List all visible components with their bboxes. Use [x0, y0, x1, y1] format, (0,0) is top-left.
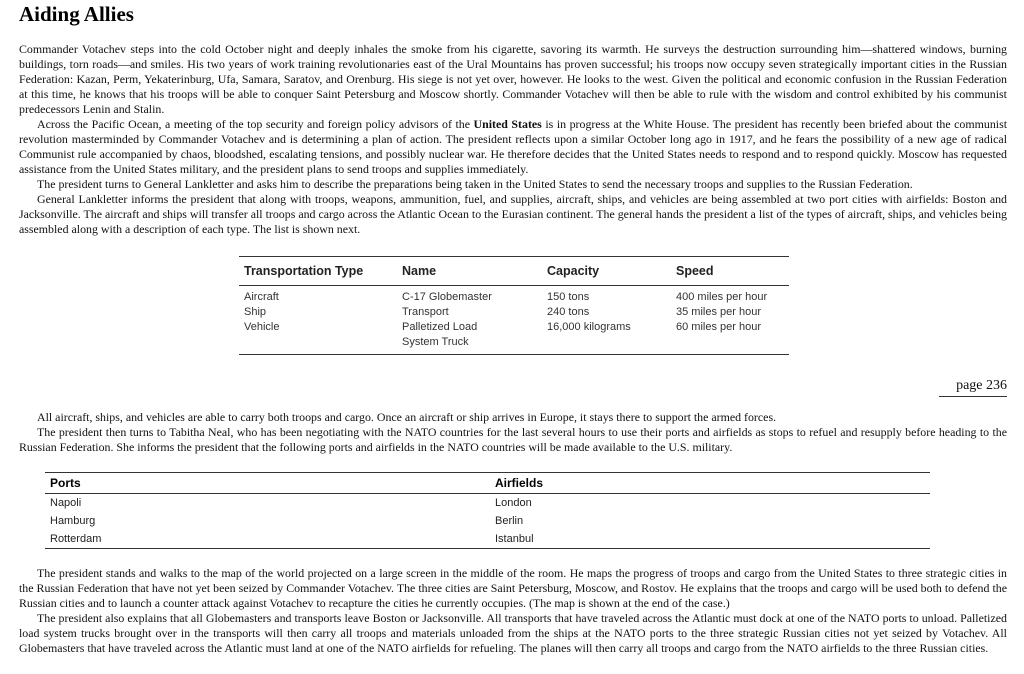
- header-speed: Speed: [676, 264, 714, 278]
- pacific-text-before: Across the Pacific Ocean, a meeting of the top security and foreign policy advisors of the: [37, 117, 474, 131]
- table-row: [45, 530, 930, 548]
- ports-airfields-table: [45, 472, 930, 549]
- paragraph-globemasters: The president also explains that all Globemasters and transports leave Boston or Jacksonville. All transports that have traveled across the Atlantic must dock at one of the NATO ports to unload. Palletized load system trucks brought over in the transports will then carry all troops and materials unloaded from the ships at the NATO ports to the three strategic Russian cities not yet seized by Votachev. All Globemasters that have traveled across the Atlantic must land at one of the NATO airfields for refueling. The planes will then carry all troops and cargo from the NATO airfields to the three Russian cities.: [19, 611, 1007, 655]
- closing-section: [19, 566, 1007, 656]
- cell-name: Transport: [402, 306, 449, 318]
- table-row: [45, 494, 930, 512]
- cell-port: Napoli: [50, 497, 82, 509]
- header-capacity: Capacity: [547, 264, 600, 278]
- transportation-table-body: [239, 286, 789, 354]
- pacific-text-after: is in progress at the White House. The president has recently been briefed about the communist revolution masterminded by Commander Votachev and is determining a plan of action. The president reflects upon a similar October long ago in 1917, and he fears the possibility of a new age of radical Communist rule accompanied by chaos, bloodshed, escalating tensions, and possibly nuclear war. He therefore decides that the United States needs to respond and to respond: [19, 117, 1008, 161]
- pacific-bold-united-states: United States: [473, 117, 542, 131]
- cell-name: System Truck: [402, 336, 469, 348]
- header-name: Name: [402, 264, 437, 278]
- page-title: Aiding Allies: [19, 2, 134, 26]
- paragraph-map: The president stands and walks to the map of the world projected on a large screen in the middle of the room. He maps the progress of troops and cargo from the United States to three strategic cities in the Russian Federation that have not yet been seized by Commander Votachev. The three cities are Saint Petersburg, Moscow, and Rostov. He explains that the troops and cargo will be used both to defend the Russian cities and to launch a counter attack against Votachev to recapture the cities he currently occupies. (The map is shown at the end of the case.): [19, 566, 1007, 610]
- cell-capacity: 150 tons: [547, 291, 590, 303]
- paragraph-lankletter-ask: The president turns to General Lankletter and asks him to describe the preparations being taken in the United States to send the necessary troops and supplies to the Russian Federation.: [37, 177, 913, 191]
- column-types: [239, 290, 402, 350]
- transportation-table-header: [239, 257, 789, 286]
- cell-speed: 400 miles per hour: [676, 291, 768, 303]
- pacific-text-tail: quickly. Moscow has requested assistance from the United States military, and the president plans to send troops and supplies immediately.: [19, 147, 1007, 176]
- column-speeds: [676, 290, 789, 350]
- cell-port: Rotterdam: [50, 533, 102, 545]
- cell-airfield: Istanbul: [495, 533, 534, 545]
- cell-name: C-17 Globemaster: [402, 291, 492, 303]
- paragraph-lankletter-informs: General Lankletter informs the president that along with troops, weapons, ammunition, fuel, and supplies, aircraft, ships, and vehicles are being assembled at two port cities with airfields: Boston and Jacksonville. The aircraft and ships will transfer all troops and cargo across the Atlantic Ocean to the Eurasian continent. The general hands the president a list of the types of aircraft, ships, and vehicles being assembled along with a description of each type. The list is shown next.: [19, 192, 1007, 236]
- paragraph-aircraft-carry: All aircraft, ships, and vehicles are able to carry both troops and cargo. Once an aircraft or ship arrives in Europe, it stays there to support the armed forces.: [37, 410, 777, 424]
- cell-capacity: 240 tons: [547, 306, 590, 318]
- table-row: [45, 512, 930, 530]
- header-ports: Ports: [50, 476, 81, 490]
- cell-airfield: Berlin: [495, 515, 524, 527]
- paragraph-pacific: [19, 117, 1007, 177]
- cell-name: Palletized Load: [402, 321, 478, 333]
- paragraph-tabitha-neal: The president then turns to Tabitha Neal, who has been negotiating with the NATO countries for the last several hours to use their ports and airfields as stops to refuel and resupply before heading to the Russian Federation. She informs the president that the following ports and airfields in the NATO countries will be made available to the U.S. military.: [19, 425, 1007, 454]
- middle-section: [19, 410, 1007, 455]
- page-number: page 236: [939, 378, 1007, 397]
- cell-airfield: London: [495, 497, 532, 509]
- header-transportation-type: Transportation Type: [244, 264, 364, 278]
- header-airfields: Airfields: [495, 476, 544, 490]
- cell-capacity: 16,000 kilograms: [547, 321, 631, 333]
- cell-port: Hamburg: [50, 515, 96, 527]
- column-names: [402, 290, 547, 350]
- cell-type: Ship: [244, 306, 267, 318]
- paragraph-votachev: Commander Votachev steps into the cold October night and deeply inhales the smoke from his cigarette, savoring its warmth. He surveys the destruction surrounding him—shattered windows, burning buildings, torn roads—and smiles. His two years of work training revolutionaries east of the Ural Mountains has proven successful; his troops now occupy seven strategically important cities in the Russian Federation: Kazan, Perm, Yekaterinburg, Ufa, Samara, Saratov, and Orenburg. His siege is not yet over, however. He looks to the west. Given the political and economic confusion in the Russian Federation at this time, he knows that his troops will be able to conquer Saint Petersburg and Moscow shortly. Commander Votachev will then be able to rule with the wisdom and control exhibited by his communist predecessors Lenin and Stalin.: [19, 42, 1007, 116]
- transportation-table: [239, 256, 789, 355]
- cell-type: Vehicle: [244, 321, 280, 333]
- cell-speed: 60 miles per hour: [676, 321, 761, 333]
- cell-speed: 35 miles per hour: [676, 306, 761, 318]
- column-capacities: [547, 290, 676, 350]
- intro-section: [19, 42, 1007, 237]
- ports-table-header: [45, 473, 930, 494]
- cell-type: Aircraft: [244, 291, 279, 303]
